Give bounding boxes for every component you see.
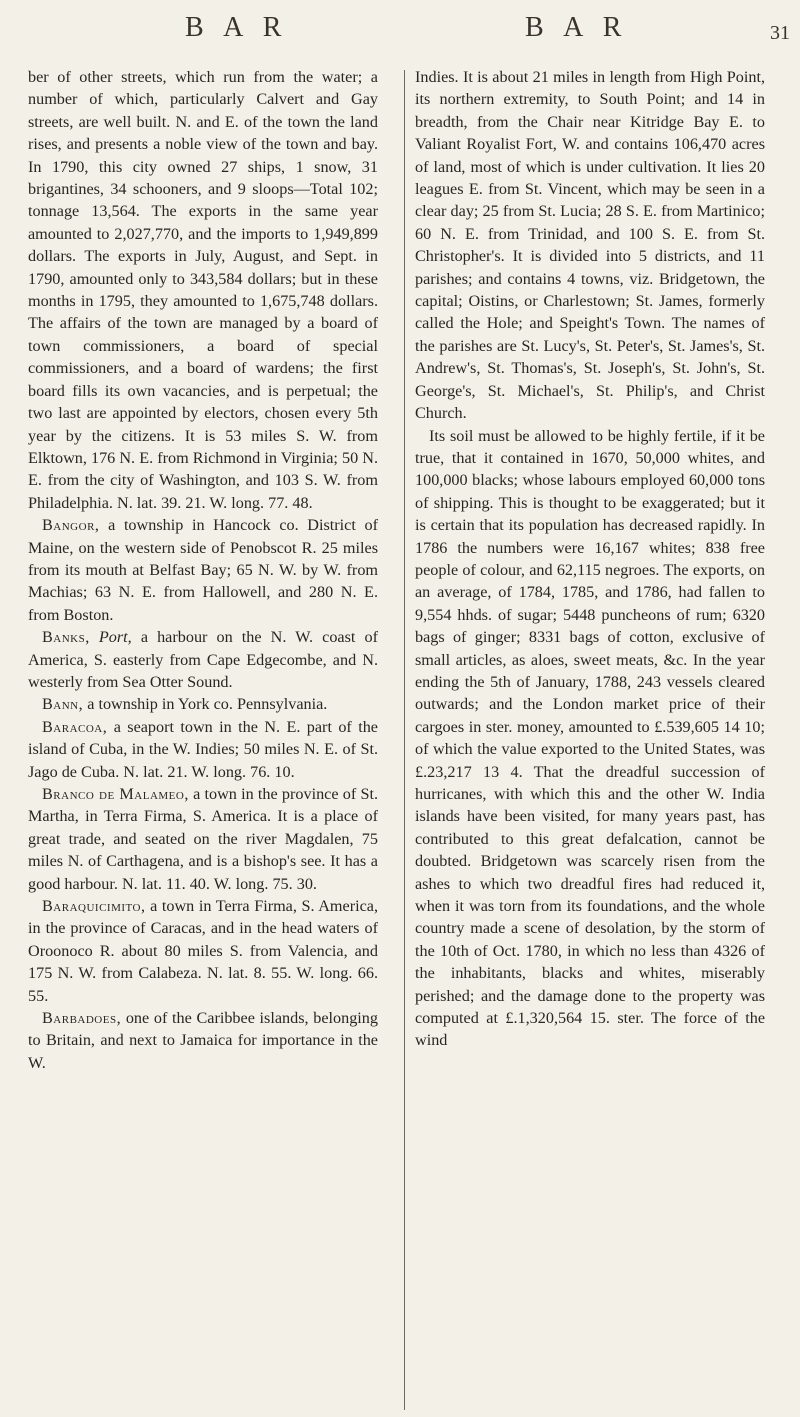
- paragraph-baltimore-continued: ber of other streets, which run from the water; a number of which, particularly Calvert and Gay streets, are well built. N. and E. of the town the land rises, and presents a noble view of the town and bay. In 1790, this city owned 27 ships, 1 snow, 31 brigantines, 34 schooners, and 9 sloops—Total 102; tonnage 13,564. The exports in the same year amounted to 2,027,770, and the imports to 1,949,899 dollars. The exports in July, August, and Sept. in 1790, amounted only to 343,584 dollars; but in these months in 1795, they amounted to 1,675,748 dollars. The affairs of the town are managed by a board of town commissioners, a board of special commissioners, and a board of wardens; the first board fills its own vacancies, and is perpetual; the two last are appointed by electors, chosen every 5th year by the citizens. It is 53 miles S. W. from Elktown, 176 N. E. from Richmond in Virginia; 50 N. E. from the city of Washington, and 103 S. W. from Philadelphia. N. lat. 39. 21. W. long. 77. 48.: [28, 68, 378, 512]
- entry-banks: Banks, Port, a harbour on the N. W. coast of America, S. easterly from Cape Edgecombe, and N. westerly from Sea Otter Sound.: [28, 628, 378, 691]
- entry-baracoa: Baracoa, a seaport town in the N. E. part of the island of Cuba, in the W. Indies; 50 miles N. E. of St. Jago de Cuba. N. lat. 21. W. long. 76. 10.: [28, 717, 378, 781]
- entry-headword: Bangor,: [42, 516, 100, 535]
- left-column: [28, 66, 378, 1074]
- paragraph-barbadoes-continued: Indies. It is about 21 miles in length from High Point, its northern extremity, to South Point; and 14 in breadth, from the Chair near Kitridge Bay E. to Valiant Royalist Fort, W. and contains 106,470 acres of land, most of which is under cultivation. It lies 20 leagues E. from St. Vincent, which may be seen in a clear day; 25 from St. Lucia; 28 S. E. from Martinico; 60 N. E. from Trinidad, and 100 S. E. from St. Christopher's. It is divided into 5 districts, and 11 parishes; and contains 4 towns, viz. Bridgetown, the capital; Oistins, or Charlestown; St. James, formerly called the Hole; and Speight's Town. The names of the parishes are St. Lucy's, St. Peter's, St. James's, St. Andrew's, St. Thomas's, St. Joseph's, St. John's, St. George's, St. Michael's, St. Philip's, and Christ Church.: [415, 68, 765, 423]
- column-divider: [404, 70, 405, 1410]
- entry-headword: Bann,: [42, 695, 84, 714]
- entry-branco-de-malameo: Branco de Malameo, a town in the province of St. Martha, in Terra Firma, S. America. It is a place of great trade, and seated on the river Magdalen, 75 miles N. of Carthagena, and is a bishop's see. It has a good harbour. N. lat. 11. 40. W. long. 75. 30.: [28, 785, 378, 893]
- entry-baraquicimito: Baraquicimito, a town in Terra Firma, S. America, in the province of Caracas, and in the head waters of Oroonoco R. about 80 miles S. from Valencia, and 175 N. W. from Calabeza. N. lat. 8. 55. W. long. 66. 55.: [28, 897, 378, 1005]
- entry-headword: Banks,: [42, 628, 90, 647]
- page-number: 31: [770, 22, 790, 44]
- entry-headword: Baraquicimito,: [42, 897, 146, 916]
- paragraph-barbadoes-soil: Its soil must be allowed to be highly fertile, if it be true, that it contained in 1670, 50,000 whites, and 100,000 blacks; whose labours employed 60,000 tons of shipping. This is thought to be exaggerated; but it is certain that its population has decreased rapidly. In 1786 the numbers were 16,167 whites; 838 free people of colour, and 62,115 negroes. The exports, on an average, of 1784, 1785, and 1786, had fallen to 9,554 hhds. of sugar; 5448 puncheons of rum; 6320 bags of ginger; 8331 bags of cotton, exclusive of small articles, as aloes, sweet meats, &c. In the year ending the 5th of January, 1788, 243 vessels cleared outwards; and the London market price of their cargoes in ster. money, amounted to £.539,605 14 10; of which the value exported to the United States, was £.23,217 13 4. That the dreadful succession of hurricanes, with which this and the other W. India islands have been visited, for many years past, has contributed to this great defalcation, cannot be doubted. Bridgetown was scarcely risen from the ashes to which two dreadful fires had reduced it, when it was torn from its foundations, and the whole country made a scene of desolation, by the storm of the 10th of Oct. 1780, in which no less than 4326 of the inhabitants, blacks and whites, miserably perished; and the damage done to the property was computed at £.1,320,564 15. ster. The force of the wind: [415, 426, 765, 1050]
- running-head-right: B A R: [525, 12, 629, 43]
- entry-barbadoes: Barbadoes, one of the Caribbee islands, belonging to Britain, and next to Jamaica for importance in the W.: [28, 1009, 378, 1072]
- entry-headword: Barbadoes,: [42, 1009, 122, 1028]
- entry-bangor: Bangor, a township in Hancock co. District of Maine, on the western side of Penobscot R. 25 miles from its mouth at Belfast Bay; 65 N. W. by W. from Machias; 63 N. E. from Hallowell, and 280 N. E. from Boston.: [28, 516, 378, 624]
- entry-headword: Branco de Malameo,: [42, 785, 189, 803]
- entry-headword: Baracoa,: [42, 717, 108, 736]
- running-head-left: B A R: [185, 12, 289, 43]
- right-column: [415, 66, 765, 1052]
- entry-bann: Bann, a township in York co. Pennsylvania.: [42, 695, 328, 714]
